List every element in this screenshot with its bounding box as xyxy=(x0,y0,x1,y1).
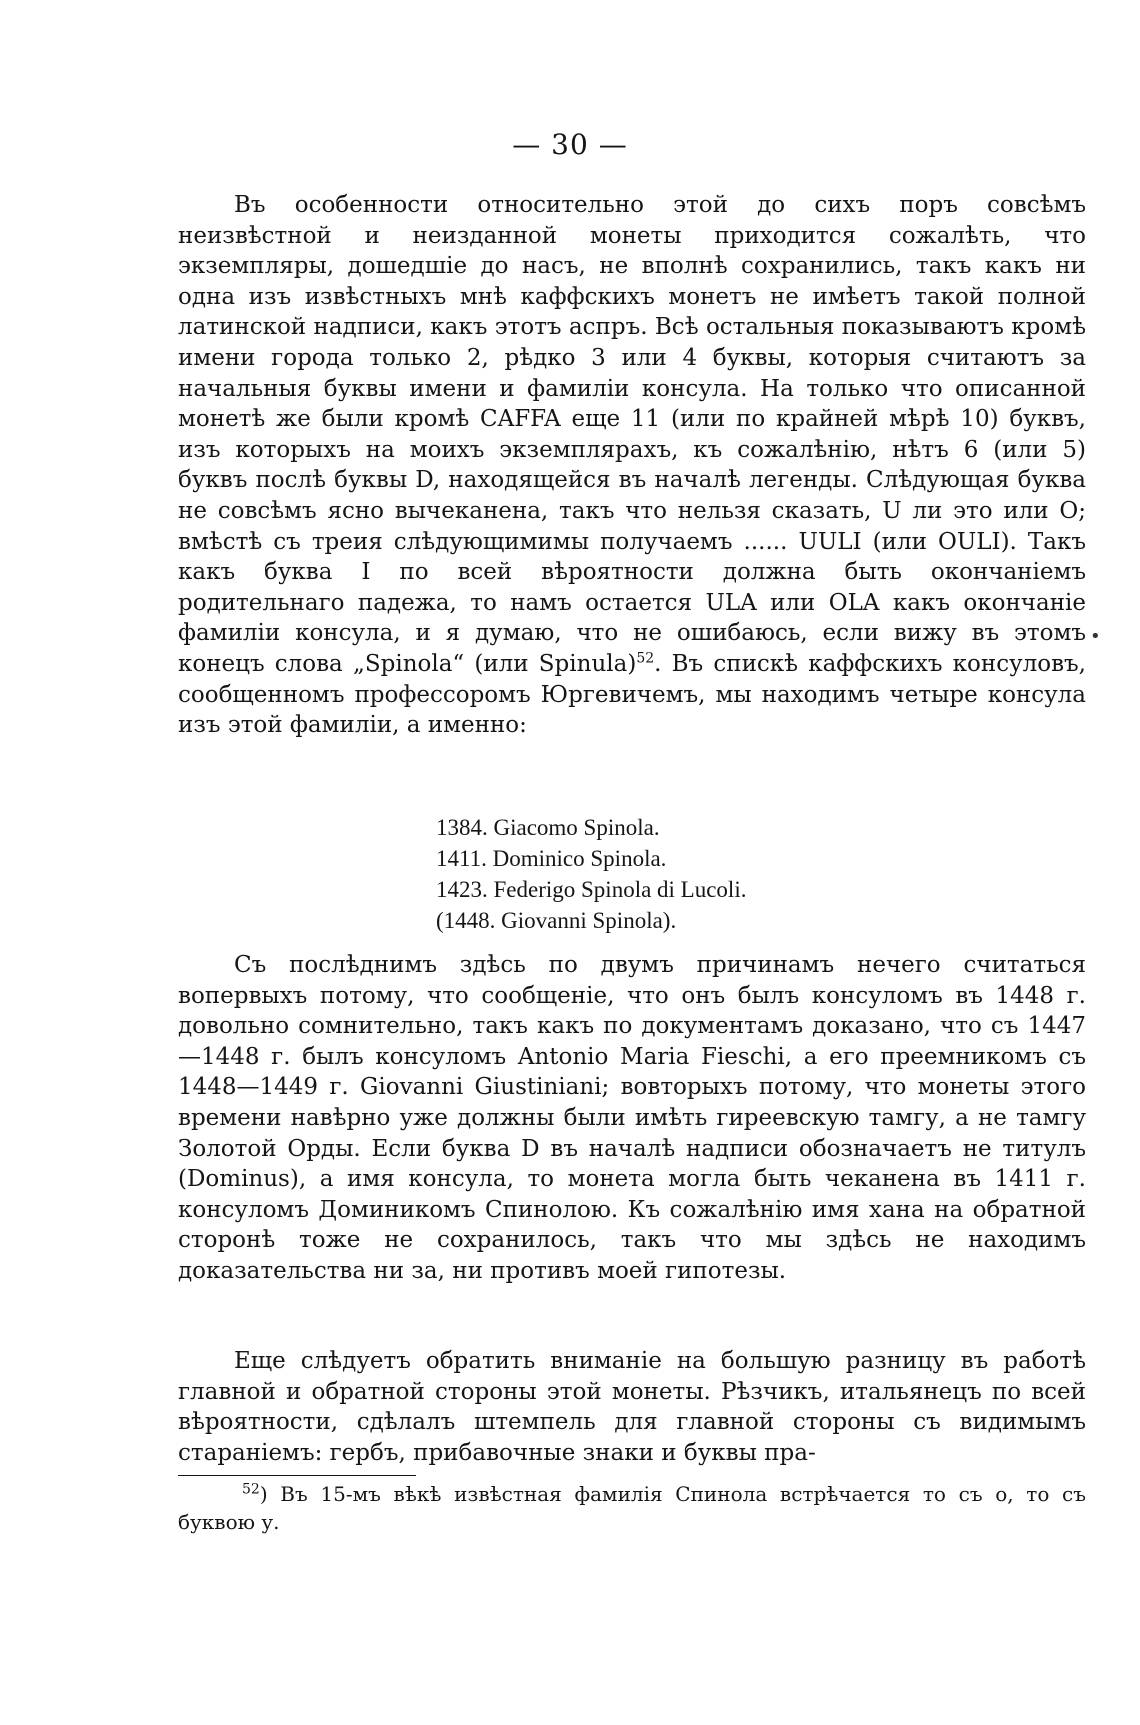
paragraph-spinola-legend xyxy=(178,190,1086,741)
footnote xyxy=(178,1480,1086,1536)
footnote-text: ) Въ 15-мъ вѣкѣ извѣстная фамилія Спинола встрѣчается то съ о, то съ буквою у. xyxy=(178,1482,1086,1534)
paragraph-argument: Съ послѣднимъ здѣсь по двумъ причинамъ нечего считаться вопервыхъ потому, что сообщеніе, что онъ былъ консуломъ въ 1448 г. довольно сомнительно, такъ какъ по документамъ доказано, что съ 1447—1448 г. былъ консуломъ Antonio Maria Fieschi, а его преемникомъ съ 1448—1449 г. Giovanni Giustiniani; вовторыхъ потому, что монеты этого времени навѣрно уже должны были имѣть гиреевскую тамгу, а не тамгу Золотой Орды. Если буква D въ началѣ надписи обозначаетъ не титулъ (Dominus), а имя консула, то монета могла быть чеканена въ 1411 г. консуломъ Доминикомъ Спинолою. Къ сожалѣнію имя хана на обратной сторонѣ тоже не сохранилось, такъ что мы здѣсь не находимъ доказательства ни за, ни противъ моей гипотезы. xyxy=(178,952,1086,1284)
margin-speck: • xyxy=(1090,626,1101,647)
consul-list-item: 1411. Dominico Spinola. xyxy=(436,846,667,871)
consul-list-item: 1423. Federigo Spinola di Lucoli. xyxy=(436,877,747,902)
footnote-marker: 52 xyxy=(242,1481,260,1498)
consul-list xyxy=(436,812,746,936)
footnote-divider xyxy=(178,1475,416,1476)
paragraph-text-end: . Въ спискѣ каффскихъ консуловъ, сообщенномъ профессоромъ Юргевичемъ, мы находимъ четыре консула изъ этой фамиліи, а именно: xyxy=(178,650,1086,739)
footnote-ref[interactable]: 52 xyxy=(636,650,655,667)
consul-list-item: 1384. Giacomo Spinola. xyxy=(436,815,660,840)
page-number: — 30 — xyxy=(512,128,628,161)
consul-list-item: (1448. Giovanni Spinola). xyxy=(436,908,677,933)
paragraph-workmanship: Еще слѣдуетъ обратить вниманіе на большую разницу въ работѣ главной и обратной стороны этой монеты. Рѣзчикъ, итальянецъ по всей вѣроятности, сдѣлалъ штемпель для главной стороны съ видимымъ стараніемъ: гербъ, прибавочные знаки и буквы пра- xyxy=(178,1348,1086,1466)
paragraph-text: Въ особенности относительно этой до сихъ поръ совсѣмъ неизвѣстной и неизданной монеты приходится сожалѣть, что экземпляры, дошедшіе до насъ, не вполнѣ сохранились, такъ какъ ни одна изъ извѣстныхъ мнѣ каффскихъ монетъ не имѣетъ такой полной латинской надписи, какъ этотъ аспръ. Всѣ остальныя показываютъ кромѣ имени города только 2, рѣдко 3 или 4 буквы, которыя считаютъ за начальныя буквы имени и фамиліи консула. На только что описанной монетѣ же были кромѣ CAFFA еще 11 (или по крайней мѣрѣ 10) буквъ, изъ которыхъ на моихъ экземплярахъ, къ сожалѣнію, нѣтъ 6 (или 5) буквъ послѣ буквы D, находящейся въ началѣ легенды. Слѣдующая буква не совсѣмъ ясно вычеканена, такъ что нельзя сказать, U ли это или O; вмѣстѣ съ треия слѣдующимимы получаемъ ...... UULI (или OULI). Такъ какъ буква I по всей вѣроятности должна быть окончаніемъ родительнаго падежа, то намъ остается ULA или OLA какъ окончаніе фамиліи консула, и я думаю, что не ошибаюсь, если вижу въ этомъ конецъ слова „Spinola“ (или Spinula) xyxy=(178,192,1086,677)
